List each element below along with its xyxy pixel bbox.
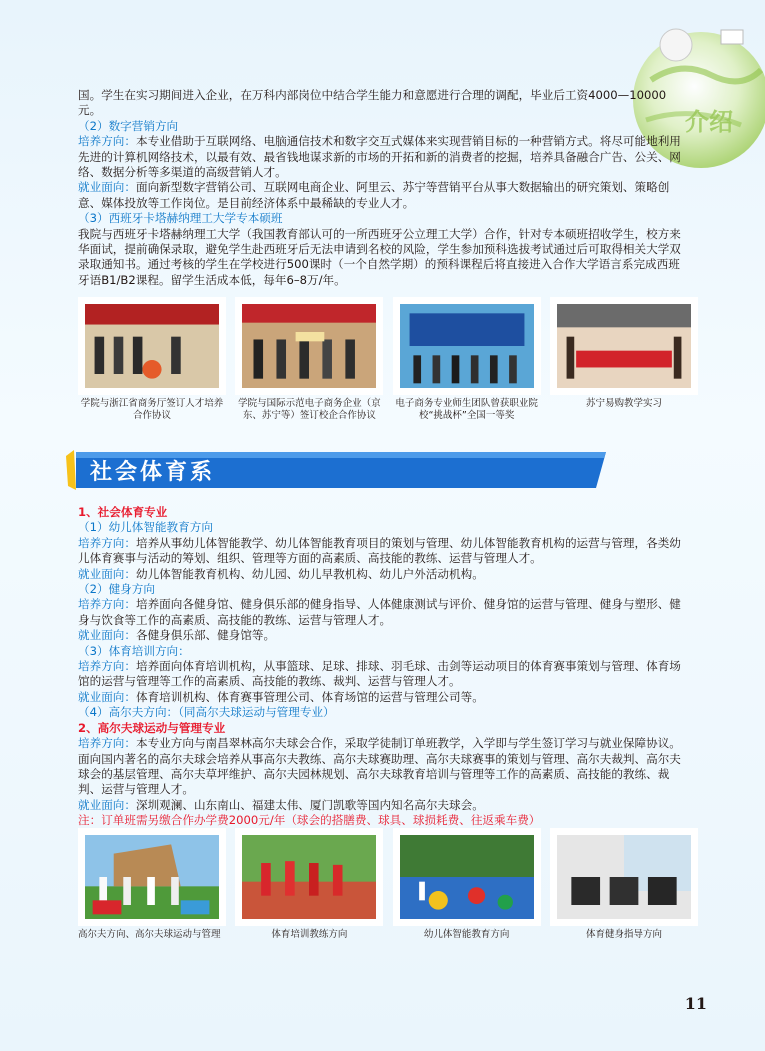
banner-title: 社会体育系 (90, 460, 216, 485)
photo-row-1 (78, 297, 698, 422)
photo-caption: 苏宁易购教学实习 (585, 398, 662, 409)
direction-golf: （4）高尔夫方向：（同高尔夫球运动与管理专业） (78, 705, 335, 720)
train-training (78, 659, 688, 690)
job-golf (78, 798, 688, 813)
job-fitness-text: 各健身俱乐部、健身馆等。 (135, 628, 276, 643)
train-digital (78, 134, 688, 180)
section2-text (78, 505, 688, 829)
major-social-sports: 1、社会体育专业 (78, 505, 168, 519)
photo-kids-playground (400, 835, 534, 919)
train-label: 培养方向： (78, 535, 136, 550)
fee-note: 注：订单班需另缴合作办学费2000元/年（球会的搭膳费、球具、球损耗费、往返乘车费） (78, 813, 541, 828)
job-label: 就业面向： (78, 689, 136, 704)
photo-card (393, 297, 541, 422)
job-digital (78, 180, 688, 211)
direction-kids: （1）幼儿体智能教育方向 (78, 520, 213, 535)
photo-card (78, 828, 226, 941)
job-label: 就业面向： (78, 628, 136, 643)
train-digital-text: 本专业借助于互联网络、电脑通信技术和数字交互式媒体来实现营销目标的一种营销方式。将尽可能地利用先进的计算机网络技术，以最有效、最省钱地谋求新的市场的开拓和新的消费者的挖掘，培养具备融合广告、公关、网络、数据分析等多渠道的高级营销人才。 (78, 134, 681, 180)
job-golf-text: 深圳观澜、山东南山、福建太伟、厦门凯歌等国内知名高尔夫球会。 (135, 797, 484, 812)
train-kids (78, 536, 688, 567)
job-label: 就业面向： (78, 566, 136, 581)
photo-card (78, 297, 226, 422)
job-kids (78, 567, 688, 582)
photo-challenge-cup (400, 304, 534, 388)
photo-card (235, 828, 383, 941)
photo-caption: 高尔夫方向、高尔夫球运动与管理 (78, 929, 221, 940)
train-fitness (78, 597, 688, 628)
photo-gym-treadmills (557, 835, 691, 919)
photo-suning-internship (557, 304, 691, 388)
photo-signing-jd-suning (242, 304, 376, 388)
job-kids-text: 幼儿体智能教育机构、幼儿园、幼儿早教机构、幼儿户外活动机构。 (135, 566, 484, 581)
photo-caption: 电子商务专业师生团队曾获职业院校“挑战杯”全国一等奖 (395, 398, 538, 421)
heading-digital-marketing: （2）数字营销方向 (78, 118, 179, 133)
spain-paragraph: 我院与西班牙卡塔赫纳理工大学（我国教育部认可的一所西班牙公立理工大学）合作，针对专本硕班招收学生，校方来华面试，提前确保录取，避免学生赴西班牙后无法申请到名校的风险，学生参加预科选拔考试通过后可取得相关大学双录取通知书。通过考核的学生在学校进行500课时（一个自然学期）的预科课程后将直接进入合作大学语言系完成西班牙语B1/B2课程。留学生活成本低，每年6–8万/年。 (78, 226, 681, 287)
major-golf: 2、高尔夫球运动与管理专业 (78, 720, 226, 735)
page-number: 11 (684, 994, 707, 1013)
photo-card (550, 297, 698, 422)
job-training (78, 690, 688, 705)
photo-caption: 体育健身指导方向 (585, 929, 662, 940)
photo-card (235, 297, 383, 422)
train-label: 培养方向： (78, 597, 136, 612)
train-kids-text: 培养从事幼儿体智能教学、幼儿体智能教育项目的策划与管理、幼儿体智能教育机构的运营与管理，各类幼儿体育赛事与活动的筹划、组织、管理等方面的高素质、高技能的教练、运营与管理人才。 (78, 535, 681, 566)
job-label: 就业面向： (78, 797, 136, 812)
photo-caption: 学院与国际示范电子商务企业（京东、苏宁等）签订校企合作协议 (238, 398, 381, 421)
heading-spain: （3）西班牙卡塔赫纳理工大学专本硕班 (78, 211, 283, 226)
intro-paragraph: 国。学生在实习期间进入企业，在万科内部岗位中结合学生能力和意愿进行合理的调配，毕业后工资4000—10000元。 (78, 88, 667, 118)
train-label: 培养方向： (78, 134, 136, 149)
train-label: 培养方向： (78, 736, 136, 751)
job-fitness (78, 628, 688, 643)
photo-card (550, 828, 698, 941)
globe-label: 介绍 (685, 108, 733, 136)
train-training-text: 培养面向体育培训机构，从事篮球、足球、排球、羽毛球、击剑等运动项目的体育赛事策划与管理、体育场馆的运营与管理等工作的高素质、高技能的教练、裁判、运营与管理人才。 (78, 659, 681, 689)
job-training-text: 体育培训机构、体育赛事管理公司、体育场馆的运营与管理公司等。 (135, 689, 484, 704)
direction-training: （3）体育培训方向： (78, 643, 190, 658)
photo-caption: 学院与浙江省商务厅签订人才培养合作协议 (80, 398, 224, 421)
photo-caption: 幼儿体智能教育方向 (423, 929, 510, 940)
train-label: 培养方向： (78, 659, 136, 674)
photo-golf-group (85, 835, 219, 919)
job-digital-text: 面向新型数字营销公司、互联网电商企业、阿里云、苏宁等营销平台从事大数据输出的研究策划、策略创意、媒体投放等工作岗位。是目前经济体系中最稀缺的专业人才。 (78, 180, 670, 210)
photo-card (393, 828, 541, 941)
photo-caption: 体育培训教练方向 (271, 929, 348, 940)
direction-fitness: （2）健身方向 (78, 582, 155, 597)
section1-text (78, 88, 688, 288)
train-golf (78, 736, 688, 798)
train-golf-text: 本专业方向与南昌翠林高尔夫球会合作，采取学徒制订单班教学，入学即与学生签订学习与就业保障协议。面向国内著名的高尔夫球会培养从事高尔夫教练、高尔夫球赛助理、高尔夫球赛事的策划与管理、高尔夫裁判、高尔夫球会的基层管理、高尔夫草坪维护、高尔夫园林规划、高尔夫球教育培训与管理等工作的高素质、高技能的教练、裁判、运营与管理人才。 (78, 736, 681, 797)
photo-running-training (242, 835, 376, 919)
train-fitness-text: 培养面向各健身馆、健身俱乐部的健身指导、人体健康测试与评价、健身馆的运营与管理、健身与塑形、健身与饮食等工作的高素质、高技能的教练、运营与管理人才。 (78, 597, 681, 627)
photo-signing-zhejiang (85, 304, 219, 388)
photo-row-2 (78, 828, 698, 941)
job-label: 就业面向： (78, 180, 136, 195)
